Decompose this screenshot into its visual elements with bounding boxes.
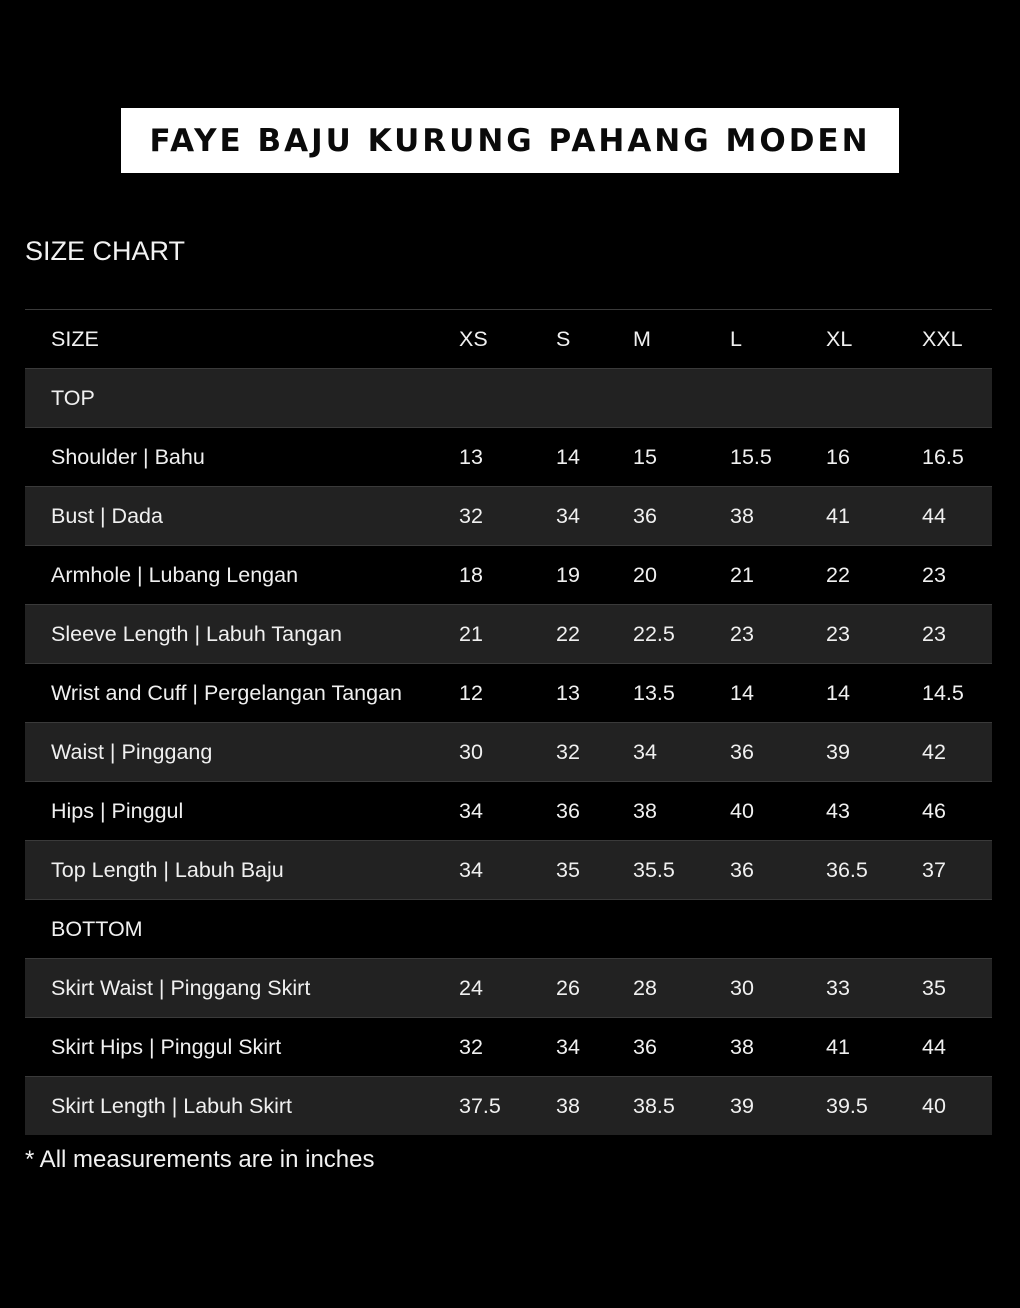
value-cell: 12 [459, 681, 483, 705]
value-cell: 23 [922, 563, 946, 587]
value-cell: 34 [556, 1035, 580, 1059]
value-cell: 26 [556, 976, 580, 1000]
value-cell: 22 [826, 563, 850, 587]
value-cell: 15 [633, 445, 657, 469]
value-cell: 38 [556, 1094, 580, 1118]
table-row [25, 428, 992, 487]
header-cell-m: M [633, 327, 651, 351]
header-cell-s: S [556, 327, 571, 351]
value-cell: 37.5 [459, 1094, 501, 1118]
value-cell: 34 [556, 504, 580, 528]
value-cell: 35 [556, 858, 580, 882]
table-row [25, 605, 992, 664]
row-label: Bust | Dada [51, 504, 163, 528]
value-cell: 42 [922, 740, 946, 764]
value-cell: 32 [459, 1035, 483, 1059]
row-label: Armhole | Lubang Lengan [51, 563, 299, 587]
value-cell: 23 [922, 622, 946, 646]
value-cell: 36 [556, 799, 580, 823]
value-cell: 34 [459, 799, 483, 823]
value-cell: 21 [730, 563, 754, 587]
header-cell-xl: XL [826, 327, 853, 351]
value-cell: 39 [826, 740, 850, 764]
row-label: Waist | Pinggang [51, 740, 213, 764]
value-cell: 15.5 [730, 445, 772, 469]
row-label: Hips | Pinggul [51, 799, 184, 823]
value-cell: 38 [730, 504, 754, 528]
value-cell: 36 [633, 1035, 657, 1059]
table-row [25, 664, 992, 723]
value-cell: 36.5 [826, 858, 868, 882]
value-cell: 41 [826, 504, 850, 528]
value-cell: 33 [826, 976, 850, 1000]
section-label-top: TOP [51, 386, 95, 410]
section-row-bottom [25, 900, 992, 959]
section-row-top [25, 369, 992, 428]
value-cell: 32 [459, 504, 483, 528]
value-cell: 20 [633, 563, 657, 587]
value-cell: 36 [730, 858, 754, 882]
measurement-footnote: * All measurements are in inches [25, 1146, 375, 1173]
header-cell-xxl: XXL [922, 327, 963, 351]
value-cell: 22.5 [633, 622, 675, 646]
value-cell: 14 [730, 681, 754, 705]
table-row [25, 487, 992, 546]
value-cell: 35 [922, 976, 946, 1000]
row-label: Sleeve Length | Labuh Tangan [51, 622, 342, 646]
value-cell: 16.5 [922, 445, 964, 469]
section-label-bottom: BOTTOM [51, 917, 143, 941]
value-cell: 34 [459, 858, 483, 882]
value-cell: 40 [922, 1094, 946, 1118]
value-cell: 28 [633, 976, 657, 1000]
row-label: Skirt Length | Labuh Skirt [51, 1094, 293, 1118]
value-cell: 13.5 [633, 681, 675, 705]
value-cell: 36 [633, 504, 657, 528]
value-cell: 14 [556, 445, 580, 469]
value-cell: 21 [459, 622, 483, 646]
row-label: Skirt Hips | Pinggul Skirt [51, 1035, 282, 1059]
value-cell: 44 [922, 504, 946, 528]
table-row [25, 1077, 992, 1135]
table-row [25, 841, 992, 900]
value-cell: 19 [556, 563, 580, 587]
value-cell: 24 [459, 976, 483, 1000]
value-cell: 30 [459, 740, 483, 764]
value-cell: 18 [459, 563, 483, 587]
page-title: FAYE BAJU KURUNG PAHANG MODEN [149, 122, 871, 159]
value-cell: 36 [730, 740, 754, 764]
row-label: Wrist and Cuff | Pergelangan Tangan [51, 681, 403, 705]
value-cell: 32 [556, 740, 580, 764]
value-cell: 38 [730, 1035, 754, 1059]
value-cell: 23 [730, 622, 754, 646]
value-cell: 30 [730, 976, 754, 1000]
row-label: Skirt Waist | Pinggang Skirt [51, 976, 311, 1000]
section-heading: SIZE CHART [25, 236, 186, 266]
value-cell: 41 [826, 1035, 850, 1059]
value-cell: 16 [826, 445, 850, 469]
table-row [25, 959, 992, 1018]
size-chart-table [25, 309, 992, 1135]
value-cell: 23 [826, 622, 850, 646]
value-cell: 38.5 [633, 1094, 675, 1118]
value-cell: 22 [556, 622, 580, 646]
header-cell-l: L [730, 327, 742, 351]
table-row [25, 723, 992, 782]
table-row [25, 546, 992, 605]
value-cell: 35.5 [633, 858, 675, 882]
value-cell: 37 [922, 858, 946, 882]
value-cell: 13 [556, 681, 580, 705]
value-cell: 38 [633, 799, 657, 823]
value-cell: 40 [730, 799, 754, 823]
table-row [25, 1018, 992, 1077]
value-cell: 34 [633, 740, 657, 764]
row-label: Top Length | Labuh Baju [51, 858, 284, 882]
value-cell: 39.5 [826, 1094, 868, 1118]
header-cell-xs: XS [459, 327, 488, 351]
value-cell: 13 [459, 445, 483, 469]
header-cell-size: SIZE [51, 327, 99, 351]
value-cell: 14.5 [922, 681, 964, 705]
value-cell: 14 [826, 681, 850, 705]
table-row [25, 782, 992, 841]
row-label: Shoulder | Bahu [51, 445, 205, 469]
table-header-row [25, 310, 992, 369]
value-cell: 43 [826, 799, 850, 823]
value-cell: 44 [922, 1035, 946, 1059]
value-cell: 46 [922, 799, 946, 823]
value-cell: 39 [730, 1094, 754, 1118]
title-banner [121, 108, 899, 173]
